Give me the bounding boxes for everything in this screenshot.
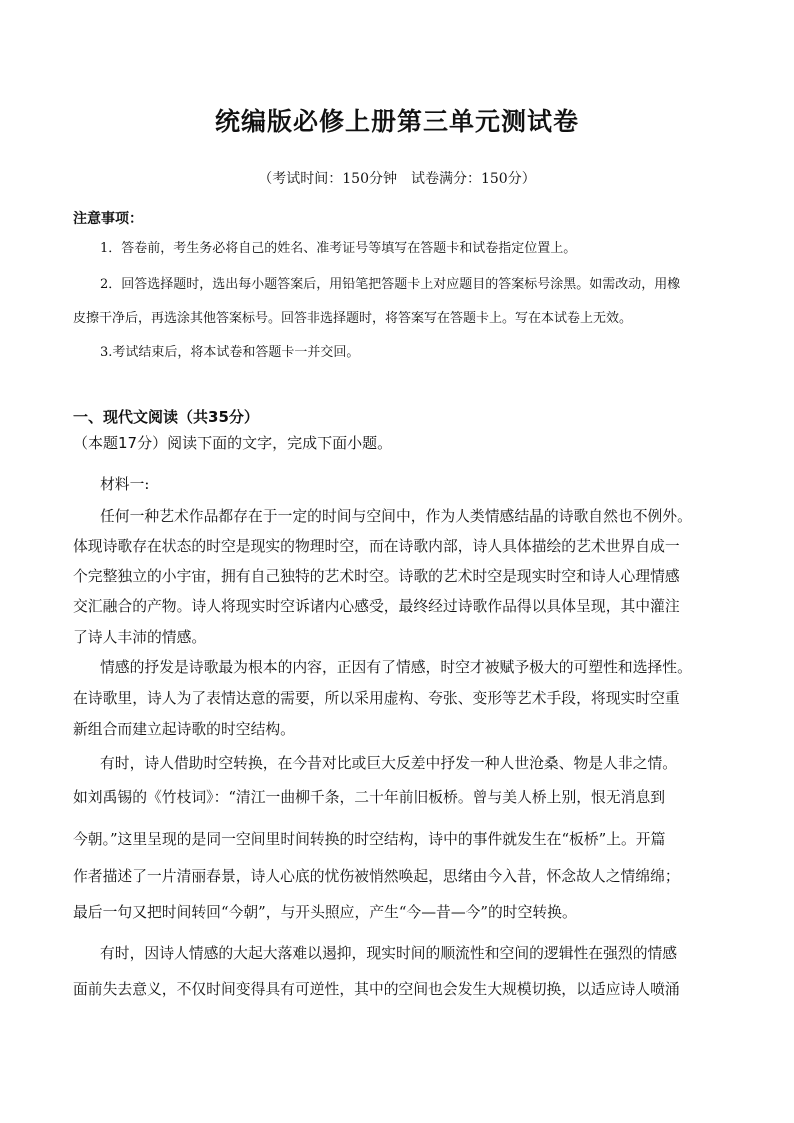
passage-line: 交汇融合的产物。诗人将现实时空诉诸内心感受，最终经过诗歌作品得以具体呈现，其中灌注: [73, 598, 680, 615]
notice-heading: 注意事项：: [73, 211, 143, 227]
section-heading: 一、现代文阅读（共35分）: [73, 408, 259, 426]
passage-line: 今朝。”这里呈现的是同一空间里时间转换的时空结构，诗中的事件就发生在“板桥”上。开篇: [73, 831, 666, 848]
notice-item-2-line-2: 皮擦干净后，再选涂其他答案标号。回答非选择题时，将答案写在答题卡上。写在本试卷上无效。: [73, 311, 633, 326]
passage-line: 个完整独立的小宇宙，拥有自己独特的艺术时空。诗歌的艺术时空是现实时空和诗人心理情感: [73, 568, 680, 585]
passage-line: 作者描述了一片清丽春景，诗人心底的忧伤被悄然唤起，思绪由今入昔，怀念故人之情绵绵；: [73, 868, 680, 885]
passage-line: 如刘禹锡的《竹枝词》：“清江一曲柳千条，二十年前旧板桥。曾与美人桥上别，恨无消息到: [73, 789, 666, 806]
passage-line: 新组合而建立起诗歌的时空结构。: [73, 721, 295, 738]
notice-item-3: 3.考试结束后，将本试卷和答题卡一并交回。: [100, 345, 360, 360]
exam-info: （考试时间：150分钟 试卷满分：150分）: [258, 171, 536, 187]
passage-line: 最后一句又把时间转回“今朝”，与开头照应，产生“今—昔—今”的时空转换。: [73, 904, 577, 921]
passage-line: 情感的抒发是诗歌最为根本的内容，正因有了情感，时空才被赋予极大的可塑性和选择性。: [100, 659, 692, 676]
question-instruction: （本题17分）阅读下面的文字，完成下面小题。: [73, 434, 393, 452]
passage-line: 有时，因诗人情感的大起大落难以遏抑，现实时间的顺流性和空间的逻辑性在强烈的情感: [100, 945, 678, 962]
passage-line: 了诗人丰沛的情感。: [73, 629, 207, 646]
passage-line: 有时，诗人借助时空转换，在今昔对比或巨大反差中抒发一种人世沧桑、物是人非之情。: [100, 755, 678, 772]
material-label: 材料一:: [100, 476, 150, 493]
notice-item-2-line-1: 2．回答选择题时，选出每小题答案后，用铅笔把答题卡上对应题目的答案标号涂黑。如需改动，用橡: [100, 277, 681, 292]
notice-item-1: 1．答卷前，考生务必将自己的姓名、准考证号等填写在答题卡和试卷指定位置上。: [100, 241, 577, 256]
passage-line: 体现诗歌存在状态的时空是现实的物理时空，而在诗歌内部，诗人具体描绘的艺术世界自成一: [73, 538, 680, 555]
passage-line: 面前失去意义，不仅时间变得具有可逆性，其中的空间也会发生大规模切换，以适应诗人喷涌: [73, 981, 680, 998]
passage-line: 在诗歌里，诗人为了表情达意的需要，所以采用虚构、夸张、变形等艺术手段，将现实时空重: [73, 690, 680, 707]
document-title: 统编版必修上册第三单元测试卷: [214, 107, 579, 136]
passage-line: 任何一种艺术作品都存在于一定的时间与空间中，作为人类情感结晶的诗歌自然也不例外。: [100, 508, 692, 525]
